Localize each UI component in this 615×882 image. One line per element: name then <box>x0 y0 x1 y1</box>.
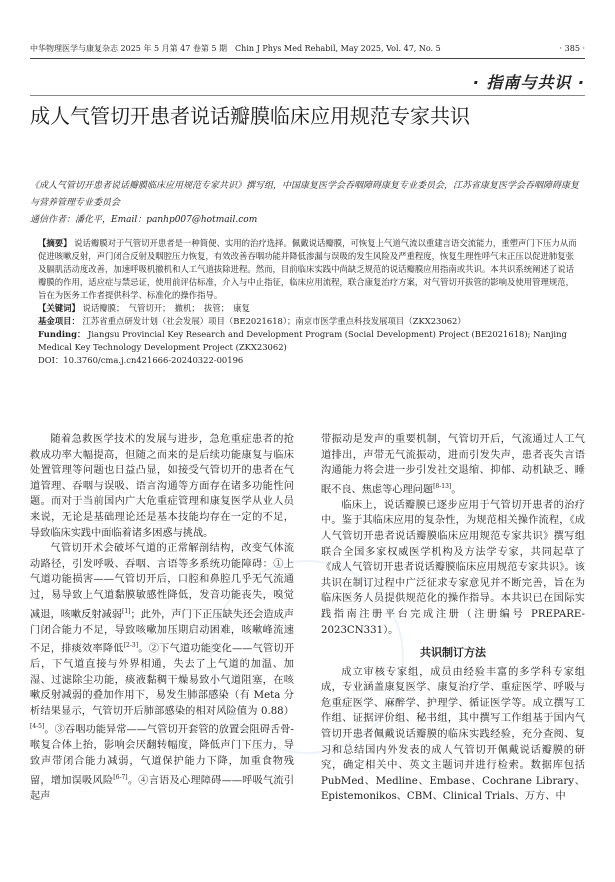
body-column-right <box>321 432 585 805</box>
citation-ref: [4-5] <box>30 723 45 731</box>
body-paragraph: 带振动是发声的重要机制，气管切开后，气流通过人工气道排出，声带无气流振动，进而引发失声，患者丧失言语沟通能力将会进一步引发社交退缩、抑郁、动机缺乏、睡眠不良、焦虑等心理问题[8-13]。 <box>321 434 585 496</box>
journal-citation: 中华物理医学与康复杂志 2025 年 5 月第 47 卷第 5 期 Chin J Phys Med Rehabil, May 2025, Vol. 47, No. 5 <box>30 44 441 53</box>
author-groups: 《成人气管切开患者说话瓣膜临床应用规范专家共识》撰写组，中国康复医学会吞咽障碍康复专业委员会，江苏省康复医学会吞咽障碍康复与营养管理专业委员会 <box>30 181 580 208</box>
fund-text: 江苏省重点研发计划（社会发展）项目（BE2021618）；南京市医学重点科技发展项目（ZKX23062） <box>82 316 466 326</box>
abstract-paragraph <box>38 237 577 302</box>
fund-row <box>38 315 577 328</box>
keywords-row <box>38 302 577 315</box>
doi-row: DOI：10.3760/cma.j.cn421666-20240322-00196 <box>38 355 244 365</box>
section-divider <box>30 95 585 96</box>
funding-en-text: Jiangsu Provincial Key Research and Development Program (Social Development) Project (BE2021618); Nanjing Medical Key Technology Development Project (ZKX23062) <box>38 329 567 352</box>
keywords-label: 【关键词】 <box>38 303 80 313</box>
keywords-text: 说话瓣膜； 气管切开； 撤机； 拔管； 康复 <box>82 303 251 313</box>
body-paragraph: 成立审核专家组，成员由经验丰富的多学科专家组成，专业涵盖康复医学、康复治疗学、重症医学、呼吸与危重症医学、麻醉学、护理学、循证医学等。成立撰写工作组、证据评价组、秘书组，其中撰写工作组基于国内气管切开患者佩戴说话瓣膜的临床实践经验，充分查阅、复习和总结国内外发表的成人气管切开佩戴说话瓣膜的研究，确定相关中、英文主题词并进行检索。数据库包括 PubMed、Medline、Embase、Cochrane Library、Epistemonikos、CBM、Clinical Trials、万方、中 <box>321 666 585 803</box>
section-heading: 共识制订方法 <box>420 646 486 660</box>
corresponding-author: 通信作者：潘化平，Email：panhp007@hotmail.com <box>30 215 258 225</box>
abstract-text: 说话瓣膜对于气管切开患者是一种简便、实用的治疗选择。佩戴说话瓣膜，可恢复上气道气流以重建言语交流能力，重塑声门下压力从而促进咳嗽反射，声门闭合反射及咽腔压力恢复，有效改善吞咽功能并降低渗漏与误吸的发生风险及严重程度，恢复生理性呼气末正压以促进肺复张及膈肌活动度改善，加速呼吸机撤机和人工气道拔除进程。然而，目前临床实践中尚缺乏规范的说话瓣膜应用指南或共识。本共识系统阐述了说话瓣膜的作用，适应症与禁忌证，使用前评估标准，介入与中止指征，临床应用流程，联合康复治疗方案，对气管切开拔管的影响及使用管理规范，旨在为医务工作者提供科学、标准化的操作指导。 <box>38 238 577 300</box>
article-title: 成人气管切开患者说话瓣膜临床应用规范专家共识 <box>30 104 470 128</box>
abstract-label: 【摘要】 <box>38 238 72 248</box>
citation-ref: [2-3] <box>123 642 139 650</box>
author-block <box>30 178 585 229</box>
abstract-block <box>38 237 577 367</box>
body-paragraph: 随着急救医学技术的发展与进步，急危重症患者的抢救成功率大幅提高，但随之而来的是后续功能康复与临床处置管理等问题也日益凸显，如接受气管切开的患者在气道管理、吞咽与误吸、语言沟通等方面存在诸多功能性问题。而对于当前国内广大危重症管理和康复医学从业人员来说，无论是基础理论还是基本技能均存在一定的不足，导致临床实践中面临着诸多困惑与挑战。 <box>30 434 294 539</box>
section-label: · 指南与共识 · <box>472 73 585 92</box>
body-paragraph: 气管切开术会破坏气道的正常解剖结构，改变气体流动路径，引发呼吸、吞咽、言语等多系统功能障碍：①上气道功能损害——气管切开后，口腔和鼻腔几乎无气流通过，易导致上气道黏膜敏感性降低，发音功能丧失，嗅觉减退，咳嗽反射减弱[1]；此外，声门下正压缺失还会造成声门闭合能力不足，导致咳嗽加压期启动困难，咳嗽峰流速不足，排痰效率降低[2-3]。②下气道功能变化——气管切开后，下气道直接与外界相通，失去了上气道的加温、加湿、过滤除尘功能，痰液黏稠干燥易致小气道阻塞，在咳嗽反射减弱的叠加作用下，易发生肺部感染（有 Meta 分析结果显示，气管切开后肺部感染的相对风险值为 0.88）[4-5]。③吞咽功能异常——气管切开套管的放置会阻碍舌骨-喉复合体上抬，影响会厌翻转幅度，降低声门下压力，导致声带闭合能力减弱，气道保护能力下降，加重食物残留，增加误吸风险[6-7]。④言语及心理障碍——呼吸气流引起声 <box>30 543 295 802</box>
citation-ref: [8-13] <box>433 482 452 490</box>
page-number: · 385 · <box>559 44 585 53</box>
citation-ref: [6-7] <box>113 773 128 781</box>
funding-en-row <box>38 328 577 354</box>
body-paragraph: 临床上，说话瓣膜已逐步应用于气管切开患者的治疗中。鉴于其临床应用的复杂性，为规范相关操作流程，《成人气管切开患者说话瓣膜临床应用规范专家共识》撰写组联合全国多家权威医学机构及方法学专家，共同起草了《成人气管切开患者说话瓣膜临床应用规范专家共识》。该共识在制订过程中广泛征求专家意见并不断完善，旨在为临床医务人员提供规范化的操作指导。本共识已在国际实践指南注册平台完成注册（注册编号 PREPARE-2023CN331）。 <box>321 499 585 636</box>
body-column-left <box>30 432 294 804</box>
fund-label: 基金项目： <box>38 316 80 326</box>
funding-label: Funding： <box>38 329 86 339</box>
citation-ref: [1] <box>122 607 131 615</box>
running-header <box>30 42 585 59</box>
